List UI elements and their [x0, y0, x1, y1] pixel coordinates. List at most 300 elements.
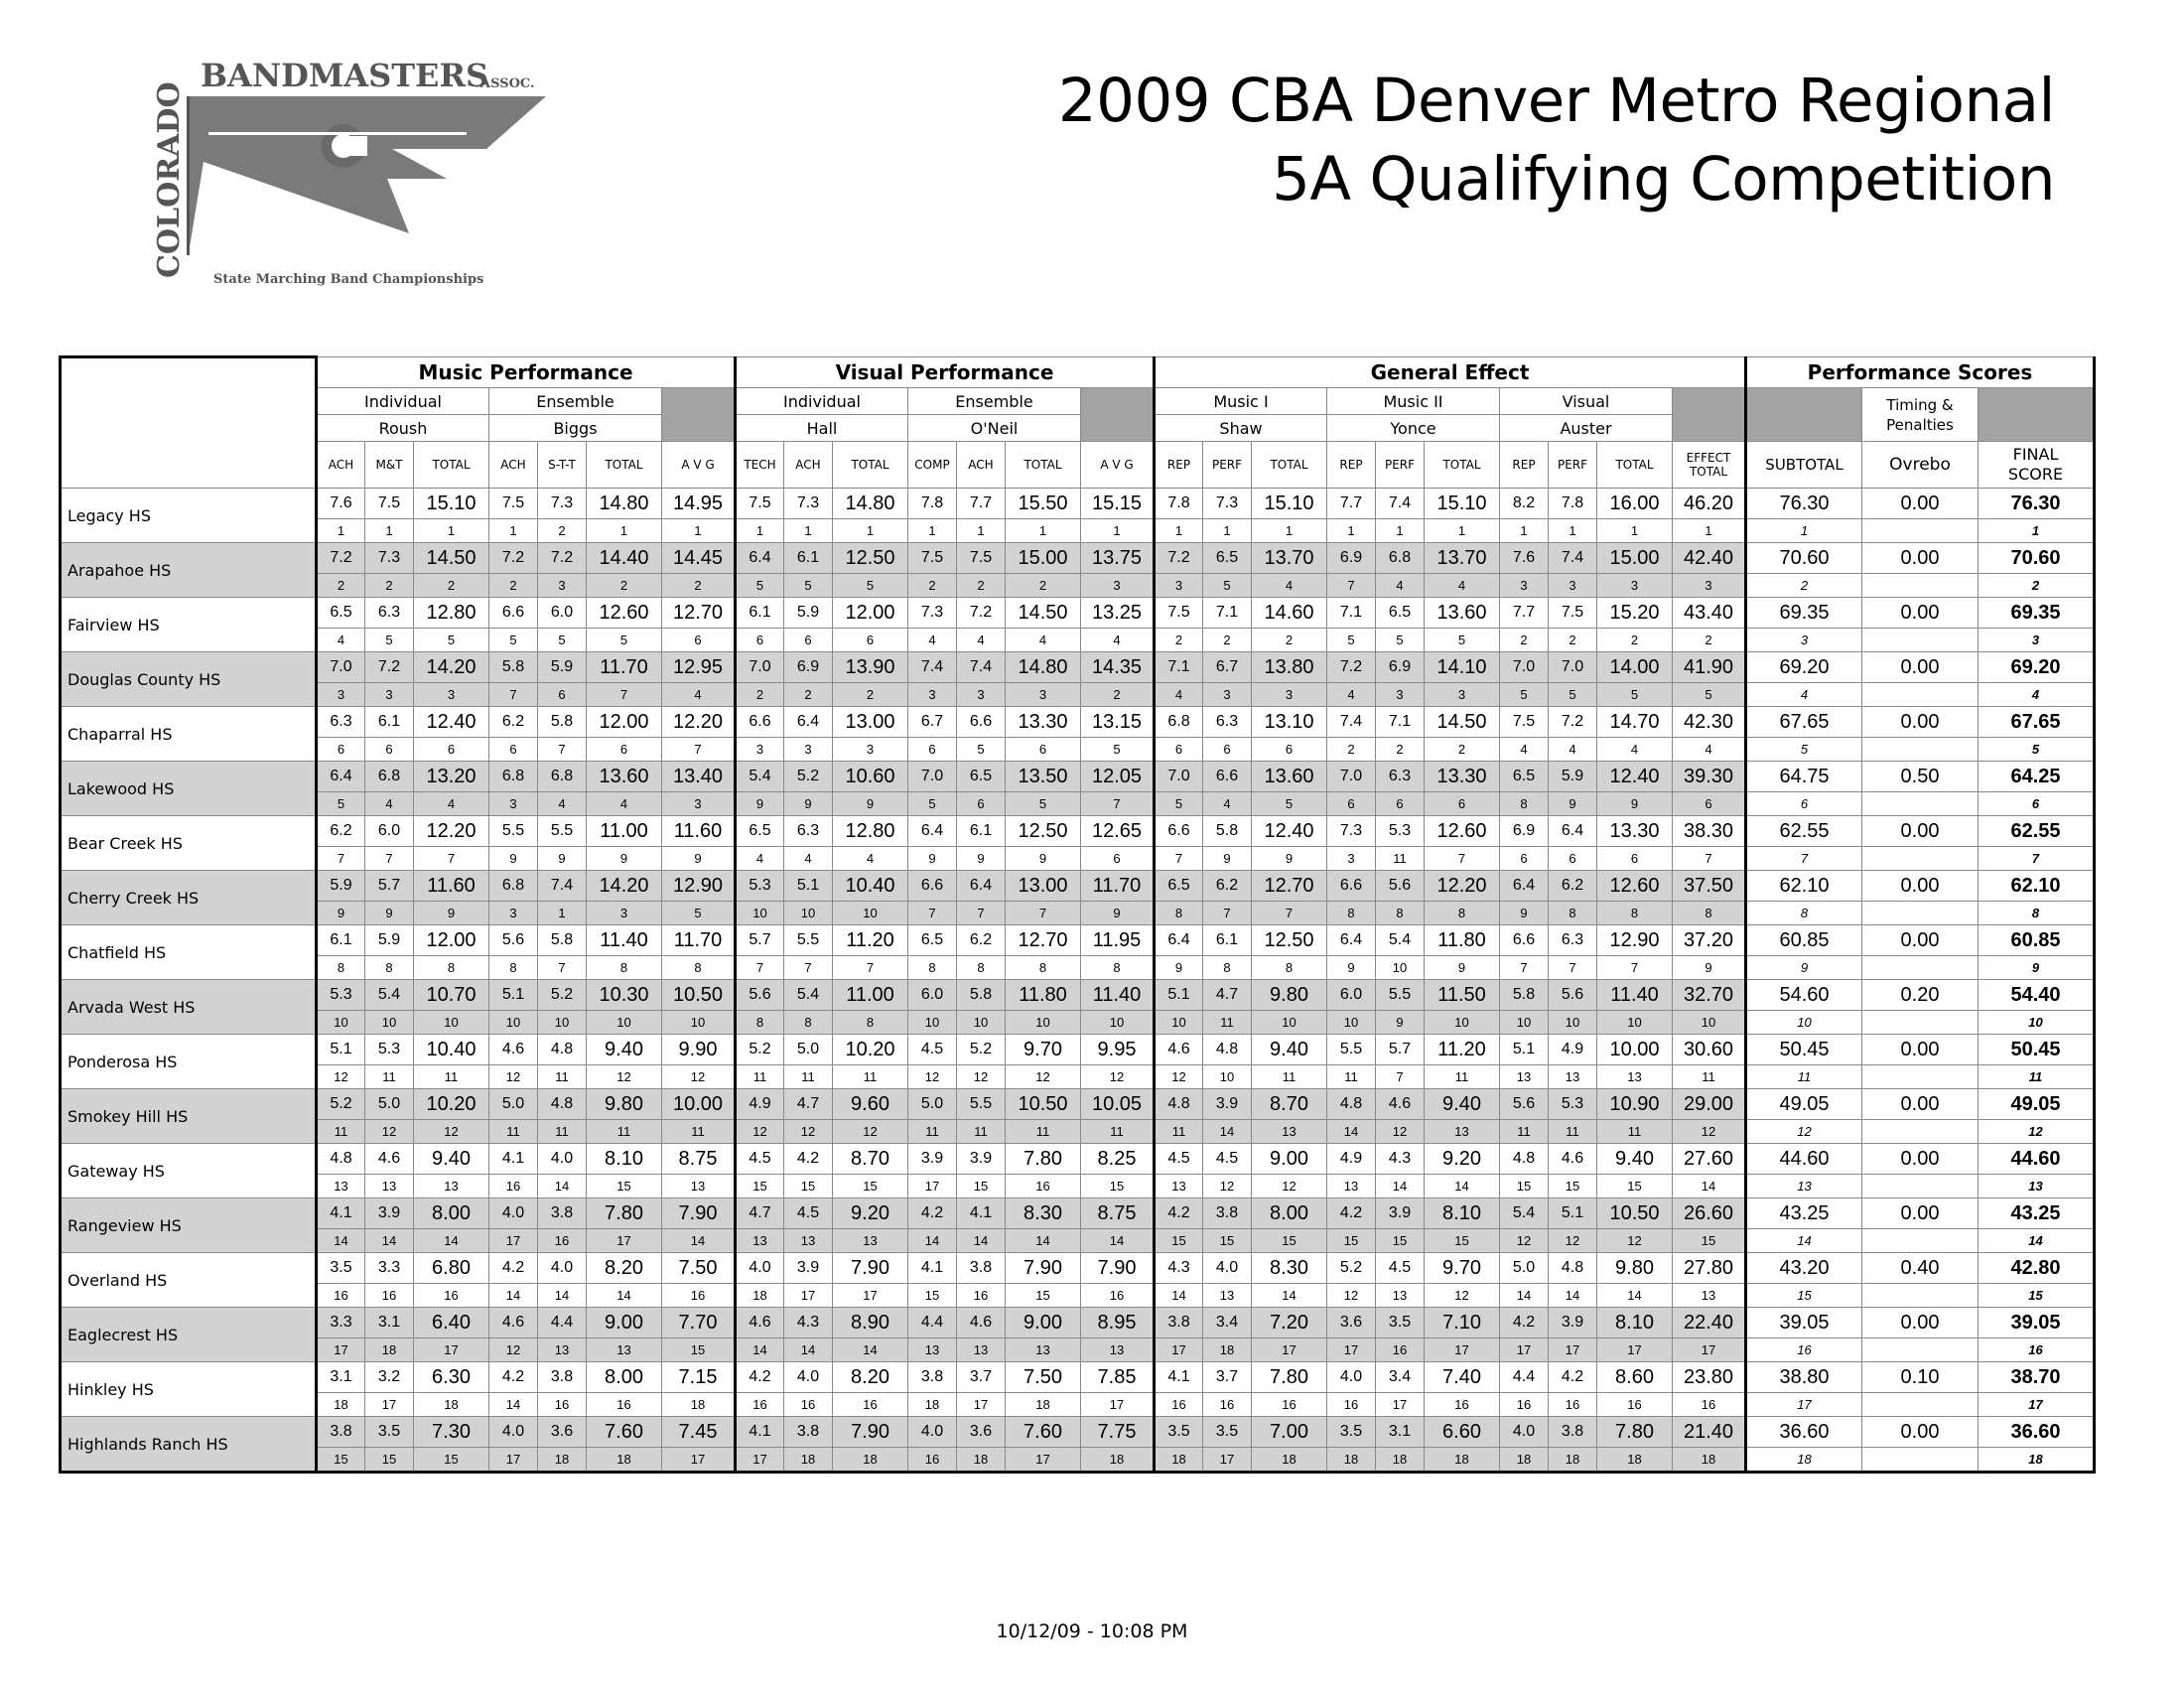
rank-cell: 14 — [1425, 1175, 1500, 1198]
rank-cell: 2 — [1549, 629, 1597, 652]
rank-cell: 5 — [1979, 738, 2095, 762]
score-cell: 4.0 — [1500, 1417, 1549, 1448]
score-cell: 49.05 — [1979, 1089, 2095, 1120]
score-cell: 12.00 — [587, 707, 662, 738]
rank-cell: 4 — [587, 792, 662, 816]
rank-cell: 5 — [662, 902, 736, 925]
column-header-row — [61, 442, 2095, 489]
rank-cell: 15 — [957, 1175, 1006, 1198]
score-cell: 7.7 — [1327, 489, 1376, 519]
rank-cell: 11 — [1081, 1120, 1155, 1144]
rank-cell: 3 — [317, 683, 365, 707]
rank-cell: 14 — [1746, 1229, 1862, 1253]
band-score-row — [61, 1089, 2095, 1120]
rank-cell: 6 — [957, 792, 1006, 816]
col-effect-total — [1673, 442, 1746, 489]
rank-cell: 14 — [1500, 1284, 1549, 1308]
rank-cell: 15 — [784, 1175, 833, 1198]
rank-cell: 8 — [784, 1011, 833, 1035]
rank-cell: 13 — [908, 1338, 957, 1362]
col-subtotal: SUBTOTAL — [1746, 442, 1862, 489]
score-cell: 5.6 — [1549, 980, 1597, 1011]
rank-cell: 1 — [538, 902, 587, 925]
score-cell: 0.10 — [1862, 1362, 1979, 1393]
score-cell: 13.30 — [1597, 816, 1673, 847]
rank-cell: 5 — [1376, 629, 1425, 652]
score-cell: 0.00 — [1862, 1198, 1979, 1229]
performance-scores-header: Performance Scores — [1746, 357, 2095, 388]
rank-cell: 7 — [662, 738, 736, 762]
rank-cell: 9 — [538, 847, 587, 871]
rank-cell: 18 — [1203, 1338, 1252, 1362]
rank-cell: 4 — [784, 847, 833, 871]
score-cell: 11.40 — [1597, 980, 1673, 1011]
rank-cell: 1 — [1673, 519, 1746, 543]
rank-cell: 11 — [662, 1120, 736, 1144]
score-cell: 8.00 — [1252, 1198, 1327, 1229]
score-cell: 7.10 — [1425, 1308, 1500, 1338]
rank-cell: 2 — [1155, 629, 1203, 652]
rank-cell: 9 — [784, 792, 833, 816]
band-rank-row — [61, 1011, 2095, 1035]
score-cell: 4.8 — [1203, 1035, 1252, 1065]
score-cell: 29.00 — [1673, 1089, 1746, 1120]
score-cell: 62.10 — [1979, 871, 2095, 902]
rank-cell: 7 — [1006, 902, 1081, 925]
rank-cell: 1 — [957, 519, 1006, 543]
score-cell: 5.7 — [1376, 1035, 1425, 1065]
rank-cell: 11 — [365, 1065, 414, 1089]
score-cell: 11.20 — [833, 925, 908, 956]
score-cell: 5.3 — [365, 1035, 414, 1065]
ge-visual-caption: Visual — [1500, 388, 1673, 415]
score-cell: 7.0 — [1549, 652, 1597, 683]
rank-cell — [1862, 574, 1979, 598]
score-cell: 15.00 — [1006, 543, 1081, 574]
music-shade-cell — [662, 388, 736, 442]
rank-cell: 13 — [1252, 1120, 1327, 1144]
rank-cell: 6 — [489, 738, 538, 762]
score-cell: 4.2 — [784, 1144, 833, 1175]
school-name: Smokey Hill HS — [61, 1089, 317, 1144]
rank-cell: 9 — [1549, 792, 1597, 816]
rank-cell: 9 — [1673, 956, 1746, 980]
score-cell: 7.90 — [1081, 1253, 1155, 1284]
rank-cell: 16 — [1252, 1393, 1327, 1417]
rank-cell: 2 — [1006, 574, 1081, 598]
score-cell: 5.2 — [317, 1089, 365, 1120]
score-cell: 5.4 — [784, 980, 833, 1011]
rank-cell: 18 — [1081, 1448, 1155, 1473]
visual-performance-header: Visual Performance — [736, 357, 1155, 388]
score-cell: 7.2 — [538, 543, 587, 574]
rank-cell: 6 — [833, 629, 908, 652]
score-cell: 9.40 — [1597, 1144, 1673, 1175]
rank-cell: 17 — [1327, 1338, 1376, 1362]
score-cell: 0.00 — [1862, 1035, 1979, 1065]
score-cell: 12.50 — [833, 543, 908, 574]
score-cell: 0.50 — [1862, 762, 1979, 792]
score-cell: 13.25 — [1081, 598, 1155, 629]
score-cell: 3.9 — [365, 1198, 414, 1229]
rank-cell: 8 — [1376, 902, 1425, 925]
rank-cell: 8 — [1155, 902, 1203, 925]
rank-cell: 6 — [1597, 847, 1673, 871]
rank-cell: 2 — [1376, 738, 1425, 762]
rank-cell: 6 — [538, 683, 587, 707]
score-cell: 4.5 — [908, 1035, 957, 1065]
rank-cell — [1862, 1229, 1979, 1253]
rank-cell: 15 — [1597, 1175, 1673, 1198]
rank-cell: 5 — [1203, 574, 1252, 598]
score-cell: 7.90 — [1006, 1253, 1081, 1284]
score-cell: 13.10 — [1252, 707, 1327, 738]
rank-cell: 10 — [1979, 1011, 2095, 1035]
score-cell: 4.0 — [1327, 1362, 1376, 1393]
score-cell: 14.45 — [662, 543, 736, 574]
rank-cell: 11 — [1979, 1065, 2095, 1089]
rank-cell: 15 — [1376, 1229, 1425, 1253]
score-cell: 7.1 — [1376, 707, 1425, 738]
score-cell: 11.60 — [414, 871, 489, 902]
score-cell: 8.00 — [587, 1362, 662, 1393]
rank-cell: 1 — [1500, 519, 1549, 543]
score-cell: 4.9 — [736, 1089, 784, 1120]
score-cell: 4.4 — [538, 1308, 587, 1338]
rank-cell: 10 — [365, 1011, 414, 1035]
score-cell: 6.0 — [1327, 980, 1376, 1011]
rank-cell: 7 — [489, 683, 538, 707]
score-cell: 4.6 — [489, 1035, 538, 1065]
score-cell: 4.6 — [365, 1144, 414, 1175]
score-cell: 5.1 — [1155, 980, 1203, 1011]
score-cell: 9.80 — [587, 1089, 662, 1120]
rank-cell: 8 — [317, 956, 365, 980]
score-cell: 9.00 — [1006, 1308, 1081, 1338]
score-cell: 6.3 — [1549, 925, 1597, 956]
rank-cell: 3 — [1425, 683, 1500, 707]
score-cell: 69.35 — [1979, 598, 2095, 629]
col-ach: ACH — [957, 442, 1006, 489]
rank-cell — [1862, 792, 1979, 816]
col-comp: COMP — [908, 442, 957, 489]
rank-cell: 2 — [957, 574, 1006, 598]
score-cell: 6.5 — [1500, 762, 1549, 792]
rank-cell: 15 — [1155, 1229, 1203, 1253]
rank-cell: 13 — [1673, 1284, 1746, 1308]
score-cell: 6.6 — [736, 707, 784, 738]
score-cell: 3.9 — [908, 1144, 957, 1175]
rank-cell: 5 — [1500, 683, 1549, 707]
rank-cell: 3 — [662, 792, 736, 816]
score-cell: 3.6 — [1327, 1308, 1376, 1338]
score-cell: 12.50 — [1252, 925, 1327, 956]
score-cell: 11.60 — [662, 816, 736, 847]
score-cell: 0.00 — [1862, 652, 1979, 683]
score-cell: 12.05 — [1081, 762, 1155, 792]
score-cell: 13.00 — [833, 707, 908, 738]
score-cell: 4.8 — [1549, 1253, 1597, 1284]
score-cell: 0.00 — [1862, 1308, 1979, 1338]
score-cell: 38.70 — [1979, 1362, 2095, 1393]
logo-colorado: COLORADO — [152, 81, 187, 278]
rank-cell: 2 — [414, 574, 489, 598]
score-cell: 6.6 — [1155, 816, 1203, 847]
rank-cell: 5 — [1549, 683, 1597, 707]
rank-cell: 17 — [1979, 1393, 2095, 1417]
score-cell: 7.1 — [1155, 652, 1203, 683]
rank-cell: 2 — [1327, 738, 1376, 762]
rank-cell: 14 — [1252, 1284, 1327, 1308]
score-cell: 13.20 — [414, 762, 489, 792]
rank-cell: 14 — [736, 1338, 784, 1362]
score-cell: 4.9 — [1327, 1144, 1376, 1175]
score-cell: 5.2 — [957, 1035, 1006, 1065]
rank-cell: 5 — [1327, 629, 1376, 652]
rank-cell — [1862, 1338, 1979, 1362]
score-cell: 7.4 — [538, 871, 587, 902]
rank-cell: 7 — [833, 956, 908, 980]
rank-cell — [1862, 902, 1979, 925]
score-cell: 3.9 — [1203, 1089, 1252, 1120]
score-cell: 7.7 — [957, 489, 1006, 519]
score-cell: 7.8 — [1549, 489, 1597, 519]
score-cell: 26.60 — [1673, 1198, 1746, 1229]
score-cell: 12.80 — [414, 598, 489, 629]
score-cell: 4.2 — [1155, 1198, 1203, 1229]
score-cell: 4.1 — [489, 1144, 538, 1175]
score-cell: 6.2 — [489, 707, 538, 738]
school-name: Chaparral HS — [61, 707, 317, 762]
rank-cell: 11 — [317, 1120, 365, 1144]
score-cell: 5.3 — [1549, 1089, 1597, 1120]
score-cell: 5.5 — [538, 816, 587, 847]
rank-cell: 18 — [1673, 1448, 1746, 1473]
rank-cell: 13 — [736, 1229, 784, 1253]
rank-cell: 7 — [1155, 847, 1203, 871]
rank-cell: 10 — [662, 1011, 736, 1035]
rank-cell: 16 — [1597, 1393, 1673, 1417]
school-name: Bear Creek HS — [61, 816, 317, 871]
rank-cell: 15 — [662, 1338, 736, 1362]
score-cell: 37.50 — [1673, 871, 1746, 902]
rank-cell: 5 — [1252, 792, 1327, 816]
timing-penalties-caption — [1862, 388, 1979, 442]
score-cell: 14.60 — [1252, 598, 1327, 629]
band-score-row — [61, 1198, 2095, 1229]
rank-cell: 8 — [1746, 902, 1862, 925]
score-cell: 5.8 — [1500, 980, 1549, 1011]
score-cell: 8.75 — [662, 1144, 736, 1175]
col-total: TOTAL — [587, 442, 662, 489]
rank-cell: 13 — [1979, 1175, 2095, 1198]
music-individual-caption: Individual — [317, 388, 489, 415]
score-cell: 9.40 — [1425, 1089, 1500, 1120]
score-cell: 7.0 — [1155, 762, 1203, 792]
school-name: Eaglecrest HS — [61, 1308, 317, 1362]
score-cell: 38.80 — [1746, 1362, 1862, 1393]
rank-cell: 10 — [1500, 1011, 1549, 1035]
score-cell: 6.6 — [957, 707, 1006, 738]
score-cell: 7.2 — [489, 543, 538, 574]
score-cell: 69.20 — [1979, 652, 2095, 683]
score-cell: 4.2 — [1327, 1198, 1376, 1229]
score-cell: 3.9 — [957, 1144, 1006, 1175]
score-cell: 76.30 — [1979, 489, 2095, 519]
score-cell: 70.60 — [1746, 543, 1862, 574]
score-cell: 7.2 — [365, 652, 414, 683]
score-cell: 10.00 — [1597, 1035, 1673, 1065]
score-cell: 4.0 — [736, 1253, 784, 1284]
rank-cell: 17 — [489, 1229, 538, 1253]
band-score-row — [61, 762, 2095, 792]
score-cell: 14.80 — [833, 489, 908, 519]
rank-cell: 7 — [317, 847, 365, 871]
rank-cell: 11 — [1425, 1065, 1500, 1089]
score-cell: 12.70 — [662, 598, 736, 629]
school-name: Hinkley HS — [61, 1362, 317, 1417]
col-perf: PERF — [1376, 442, 1425, 489]
rank-cell: 10 — [1203, 1065, 1252, 1089]
score-cell: 6.3 — [784, 816, 833, 847]
score-cell: 3.2 — [365, 1362, 414, 1393]
visual-ensemble-caption: Ensemble — [908, 388, 1081, 415]
rank-cell: 12 — [1549, 1229, 1597, 1253]
rank-cell: 1 — [662, 519, 736, 543]
score-cell: 5.4 — [1500, 1198, 1549, 1229]
rank-cell: 18 — [1500, 1448, 1549, 1473]
score-cell: 7.5 — [1500, 707, 1549, 738]
rank-cell: 2 — [489, 574, 538, 598]
rank-cell: 9 — [957, 847, 1006, 871]
title-line-1: 2009 CBA Denver Metro Regional — [1057, 66, 2055, 136]
score-cell: 39.30 — [1673, 762, 1746, 792]
rank-cell: 7 — [538, 956, 587, 980]
rank-cell: 1 — [1006, 519, 1081, 543]
score-cell: 7.75 — [1081, 1417, 1155, 1448]
rank-cell: 12 — [1006, 1065, 1081, 1089]
score-cell: 7.1 — [1327, 598, 1376, 629]
score-cell: 21.40 — [1673, 1417, 1746, 1448]
rank-cell: 7 — [784, 956, 833, 980]
rank-cell: 17 — [1376, 1393, 1425, 1417]
rank-cell: 12 — [736, 1120, 784, 1144]
score-cell: 7.3 — [1203, 489, 1252, 519]
score-cell: 6.2 — [1203, 871, 1252, 902]
score-cell: 9.80 — [1597, 1253, 1673, 1284]
score-cell: 7.0 — [736, 652, 784, 683]
rank-cell: 18 — [1597, 1448, 1673, 1473]
score-cell: 4.4 — [908, 1308, 957, 1338]
rank-cell — [1862, 629, 1979, 652]
rank-cell: 18 — [1327, 1448, 1376, 1473]
score-cell: 12.95 — [662, 652, 736, 683]
band-score-row — [61, 871, 2095, 902]
score-cell: 5.0 — [784, 1035, 833, 1065]
score-cell: 10.50 — [1006, 1089, 1081, 1120]
rank-cell: 17 — [1425, 1338, 1500, 1362]
logo-bandmasters: BANDMASTERS — [201, 57, 489, 94]
rank-cell: 4 — [317, 629, 365, 652]
rank-cell: 4 — [1203, 792, 1252, 816]
rank-cell: 3 — [414, 683, 489, 707]
rank-cell: 15 — [1327, 1229, 1376, 1253]
band-rank-row — [61, 738, 2095, 762]
rank-cell: 16 — [1155, 1393, 1203, 1417]
rank-cell: 8 — [662, 956, 736, 980]
score-cell: 8.75 — [1081, 1198, 1155, 1229]
school-name: Cherry Creek HS — [61, 871, 317, 925]
score-cell: 6.80 — [414, 1253, 489, 1284]
score-cell: 8.30 — [1252, 1253, 1327, 1284]
rank-cell: 3 — [587, 902, 662, 925]
score-cell: 4.9 — [1549, 1035, 1597, 1065]
score-cell: 6.1 — [957, 816, 1006, 847]
rank-cell: 12 — [489, 1065, 538, 1089]
rank-cell: 8 — [1500, 792, 1549, 816]
rank-cell: 18 — [908, 1393, 957, 1417]
score-cell: 4.1 — [908, 1253, 957, 1284]
score-cell: 11.00 — [587, 816, 662, 847]
score-cell: 5.9 — [1549, 762, 1597, 792]
rank-cell: 4 — [1006, 629, 1081, 652]
col-mt: M&T — [365, 442, 414, 489]
rank-cell: 12 — [1081, 1065, 1155, 1089]
score-cell: 5.0 — [365, 1089, 414, 1120]
col-ach: ACH — [317, 442, 365, 489]
score-cell: 3.8 — [784, 1417, 833, 1448]
rank-cell: 17 — [1597, 1338, 1673, 1362]
rank-cell: 16 — [1006, 1175, 1081, 1198]
score-cell: 0.00 — [1862, 1089, 1979, 1120]
rank-cell: 4 — [957, 629, 1006, 652]
band-rank-row — [61, 1338, 2095, 1362]
col-effect-label: EFFECT — [1686, 451, 1731, 465]
rank-cell: 4 — [1376, 574, 1425, 598]
subtotal-shade-cell — [1746, 388, 1862, 442]
rank-cell: 14 — [784, 1338, 833, 1362]
rank-cell: 17 — [736, 1448, 784, 1473]
rank-cell: 10 — [489, 1011, 538, 1035]
rank-cell: 18 — [1376, 1448, 1425, 1473]
cba-logo-graphic — [149, 55, 556, 298]
rank-cell: 7 — [587, 683, 662, 707]
score-cell: 6.5 — [1155, 871, 1203, 902]
score-cell: 7.60 — [1006, 1417, 1081, 1448]
rank-cell: 10 — [1006, 1011, 1081, 1035]
score-cell: 5.6 — [1376, 871, 1425, 902]
visual-individual-caption: Individual — [736, 388, 908, 415]
score-cell: 3.7 — [957, 1362, 1006, 1393]
score-cell: 15.10 — [1425, 489, 1500, 519]
rank-cell: 5 — [538, 629, 587, 652]
rank-cell: 16 — [1203, 1393, 1252, 1417]
score-cell: 6.1 — [1203, 925, 1252, 956]
rank-cell: 4 — [1500, 738, 1549, 762]
col-ach: ACH — [784, 442, 833, 489]
score-cell: 12.70 — [1252, 871, 1327, 902]
score-cell: 3.9 — [1376, 1198, 1425, 1229]
rank-cell: 14 — [1081, 1229, 1155, 1253]
rank-cell: 2 — [1673, 629, 1746, 652]
score-cell: 4.6 — [1549, 1144, 1597, 1175]
rank-cell: 16 — [1081, 1284, 1155, 1308]
rank-cell: 12 — [908, 1065, 957, 1089]
score-cell: 46.20 — [1673, 489, 1746, 519]
score-cell: 7.4 — [1327, 707, 1376, 738]
rank-cell: 6 — [1327, 792, 1376, 816]
score-cell: 7.5 — [908, 543, 957, 574]
